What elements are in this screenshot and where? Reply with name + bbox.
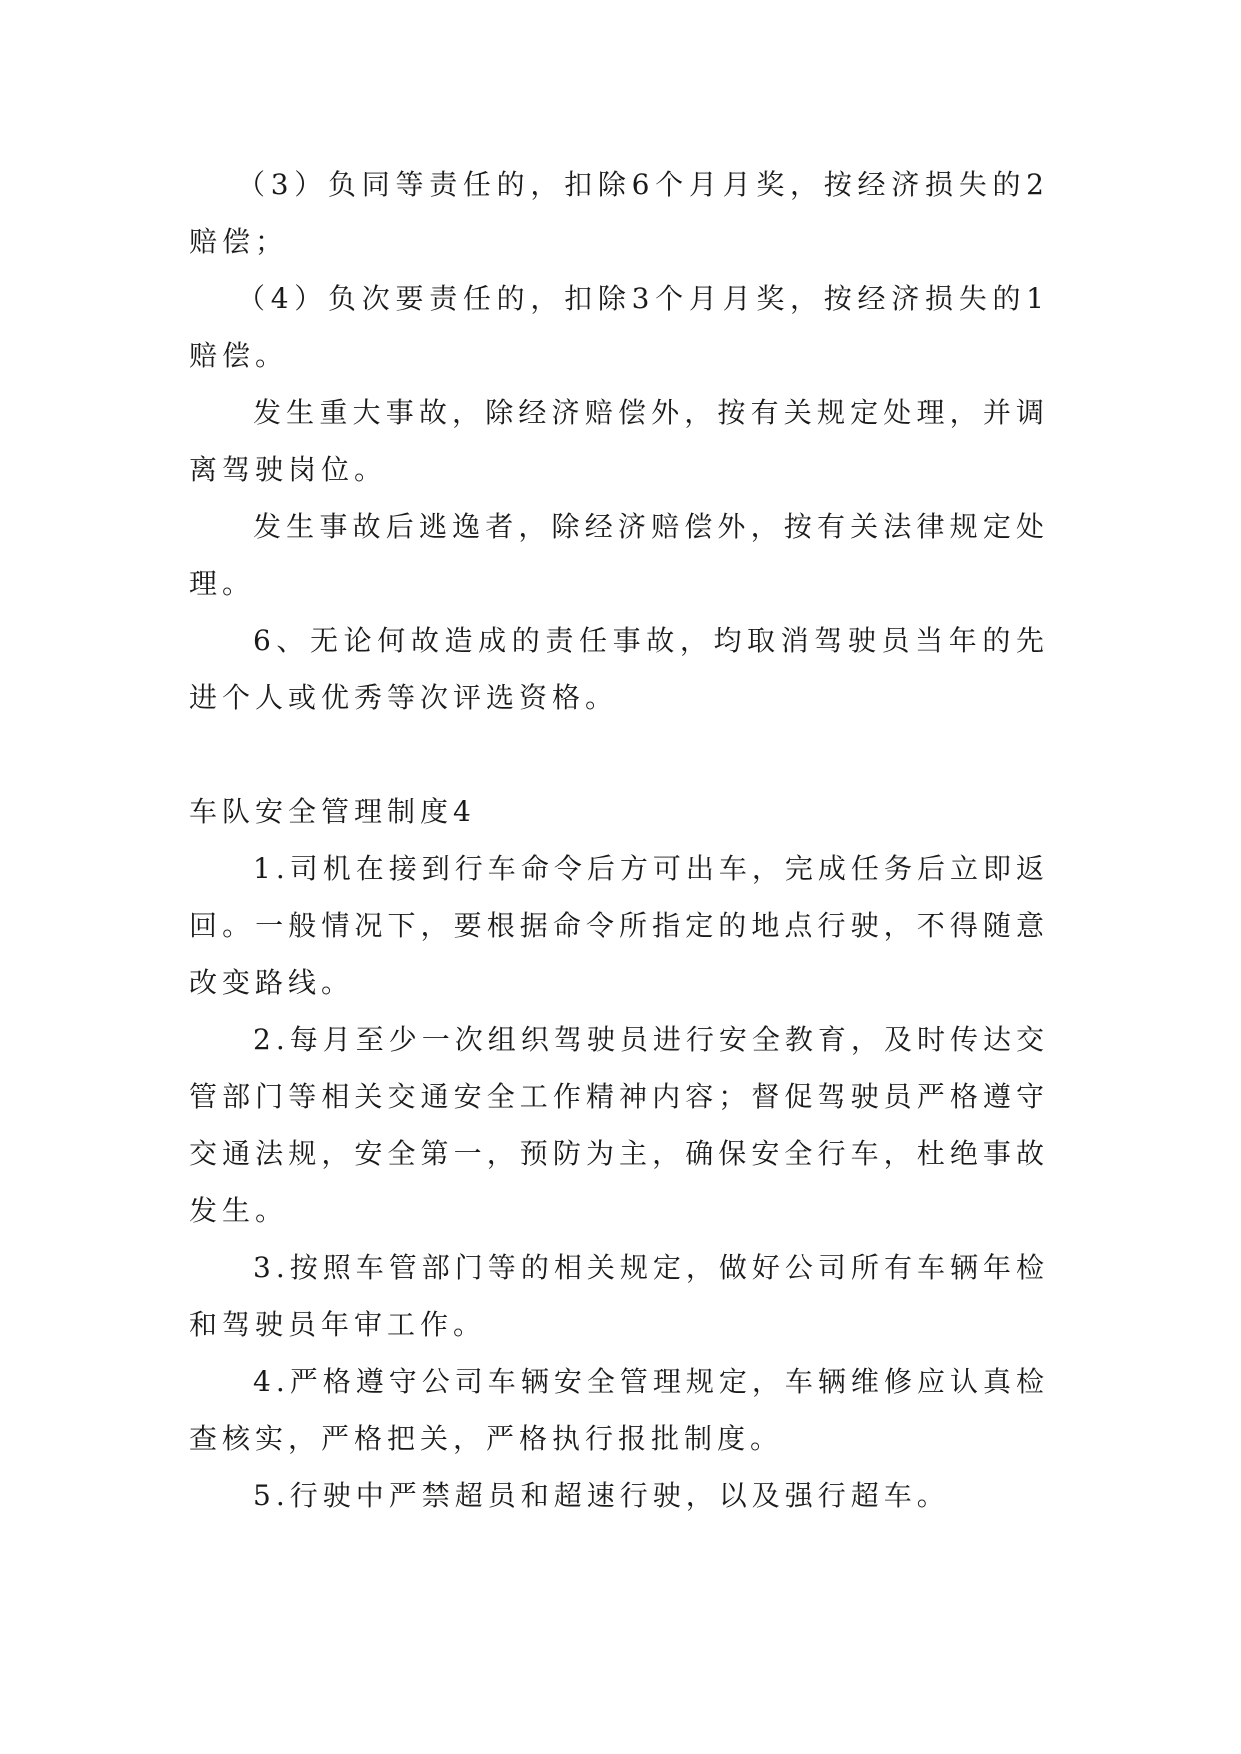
section-title: 车队安全管理制度4 <box>189 795 476 828</box>
paragraph-item-4: （4）负次要责任的，扣除3个月月奖，按经济损失的1赔偿。 <box>189 282 1049 372</box>
paragraph-item-6: 6、无论何故造成的责任事故，均取消驾驶员当年的先进个人或优秀等次评选资格。 <box>189 624 1049 714</box>
rule-5: 5.行驶中严禁超员和超速行驶，以及强行超车。 <box>253 1479 950 1512</box>
paragraph-hit-and-run: 发生事故后逃逸者，除经济赔偿外，按有关法律规定处理。 <box>189 510 1049 600</box>
rule-1: 1.司机在接到行车命令后方可出车，完成任务后立即返回。一般情况下，要根据命令所指定的地点行驶，不得随意改变路线。 <box>189 852 1049 999</box>
rule-3: 3.按照车管部门等的相关规定，做好公司所有车辆年检和驾驶员年审工作。 <box>189 1251 1049 1341</box>
rule-4: 4.严格遵守公司车辆安全管理规定，车辆维修应认真检查核实，严格把关，严格执行报批制度。 <box>189 1365 1049 1455</box>
document-body <box>189 156 1049 1524</box>
rule-2: 2.每月至少一次组织驾驶员进行安全教育，及时传达交管部门等相关交通安全工作精神内容；督促驾驶员严格遵守交通法规，安全第一，预防为主，确保安全行车，杜绝事故发生。 <box>189 1023 1049 1227</box>
paragraph-major-accident: 发生重大事故，除经济赔偿外，按有关规定处理，并调离驾驶岗位。 <box>189 396 1049 486</box>
paragraph-item-3: （3）负同等责任的，扣除6个月月奖，按经济损失的2赔偿； <box>189 168 1049 258</box>
